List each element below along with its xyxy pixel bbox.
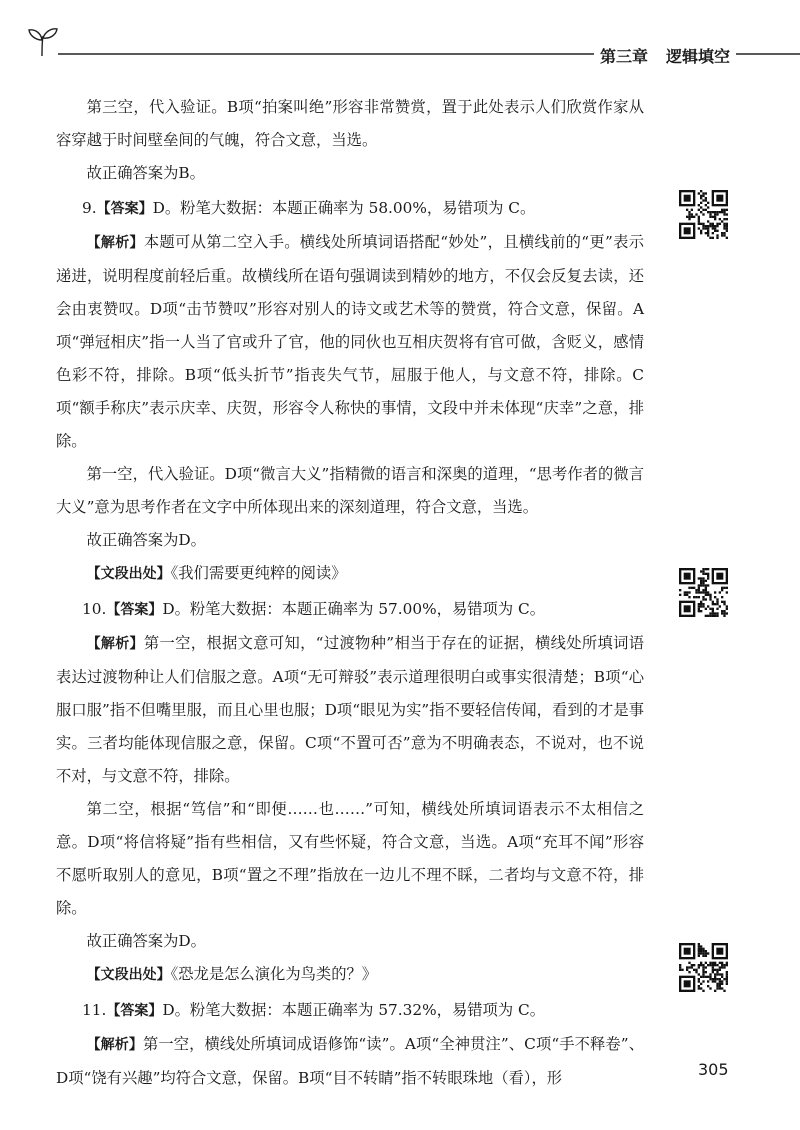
question-11-answer	[56, 994, 644, 1028]
question-number: 11.	[82, 1001, 107, 1019]
answer-text: D。粉笔大数据：本题正确率为 57.00%，易错项为 C。	[162, 600, 545, 618]
source-label: 【文段出处】	[86, 967, 171, 983]
sprout-icon	[26, 26, 60, 58]
answer-text: D。粉笔大数据：本题正确率为 57.32%，易错项为 C。	[162, 1001, 545, 1019]
answer-label: 【答案】	[106, 602, 163, 618]
analysis-text: 本题可从第二空入手。横线处所填词语搭配“妙处”，且横线前的“更”表示递进，说明程度前轻后重。故横线所在语句强调读到精妙的地方，不仅会反复去读，还会由衷赞叹。D项“击节赞叹”形容对别人的诗文或艺术等的赞赏，符合文意，保留。A项“弹冠相庆”指一人当了官或升了官，他的同伙也互相庆贺将有官可做，含贬义，感情色彩不符，排除。B项“低头折节”指丧失气节，屈服于他人，与文意不符，排除。C项“额手称庆”表示庆幸、庆贺，形容令人称快的事情，文段中并未体现“庆幸”之意，排除。	[56, 233, 644, 450]
paragraph: 故正确答案为D。	[86, 932, 206, 950]
question-9-answer	[56, 192, 644, 226]
analysis-text: 第一空，横线处所填词成语修饰“读”。A项“全神贯注”、C项“手不释卷”、D项“饶有兴趣”均符合文意，保留。B项“目不转睛”指不转眼珠地（看），形	[56, 1035, 644, 1087]
paragraph: 第一空，代入验证。D项“微言大义”指精微的语言和深奥的道理，“思考作者的微言大义”意为思考作者在文字中所体现出来的深刻道理，符合文意，当选。	[56, 465, 644, 516]
source-title: 《我们需要更纯粹的阅读》	[170, 564, 347, 582]
question-number: 10.	[82, 600, 107, 618]
question-9-analysis	[56, 226, 644, 458]
question-10-analysis	[56, 627, 644, 793]
section-title: 逻辑填空	[666, 47, 731, 66]
answer-label: 【答案】	[106, 1003, 163, 1019]
question-11-analysis	[56, 1028, 644, 1095]
analysis-label: 【解析】	[86, 1037, 143, 1053]
page-header	[0, 0, 800, 70]
qr-code-icon[interactable]	[679, 190, 728, 239]
paragraph: 第三空，代入验证。B项“拍案叫绝”形容非常赞赏，置于此处表示人们欣赏作家从容穿越于时间壁垒间的气魄，符合文意，当选。	[56, 98, 644, 149]
analysis-text: 第一空，根据文意可知，“过渡物种”相当于存在的证据，横线处所填词语表达过渡物种让人们信服之意。A项“无可辩驳”表示道理很明白或事实很清楚；B项“心服口服”指不但嘴里服，而且心里也服；D项“眼见为实”指不要轻信传闻，看到的才是事实。三者均能体现信服之意，保留。C项“不置可否”意为不明确表态，不说对，也不说不对，与文意不符，排除。	[56, 634, 645, 785]
page-body	[56, 91, 644, 1095]
question-number: 9.	[82, 199, 97, 217]
qr-code-icon[interactable]	[679, 943, 728, 992]
page-number: 305	[698, 1060, 729, 1079]
chapter-number: 第三章	[600, 47, 649, 66]
answer-label: 【答案】	[96, 201, 153, 217]
analysis-label: 【解析】	[86, 636, 144, 652]
answer-text: D。粉笔大数据：本题正确率为 58.00%，易错项为 C。	[152, 199, 536, 217]
chapter-title	[594, 44, 736, 67]
paragraph: 故正确答案为B。	[86, 164, 205, 182]
source-title: 《恐龙是怎么演化为鸟类的？》	[170, 965, 378, 983]
qr-code-icon[interactable]	[679, 568, 728, 617]
question-10-source	[56, 958, 644, 992]
paragraph: 故正确答案为D。	[86, 531, 206, 549]
analysis-label: 【解析】	[86, 235, 144, 251]
paragraph: 第二空，根据“笃信”和“即便……也……”可知，横线处所填词语表示不太相信之意。D项“将信将疑”指有些相信，又有些怀疑，符合文意，当选。A项“充耳不闻”形容不愿听取别人的意见，B项“置之不理”指放在一边儿不理不睬，二者均与文意不符，排除。	[56, 800, 644, 917]
source-label: 【文段出处】	[86, 566, 171, 582]
question-10-answer	[56, 593, 644, 627]
question-9-source	[56, 557, 644, 591]
